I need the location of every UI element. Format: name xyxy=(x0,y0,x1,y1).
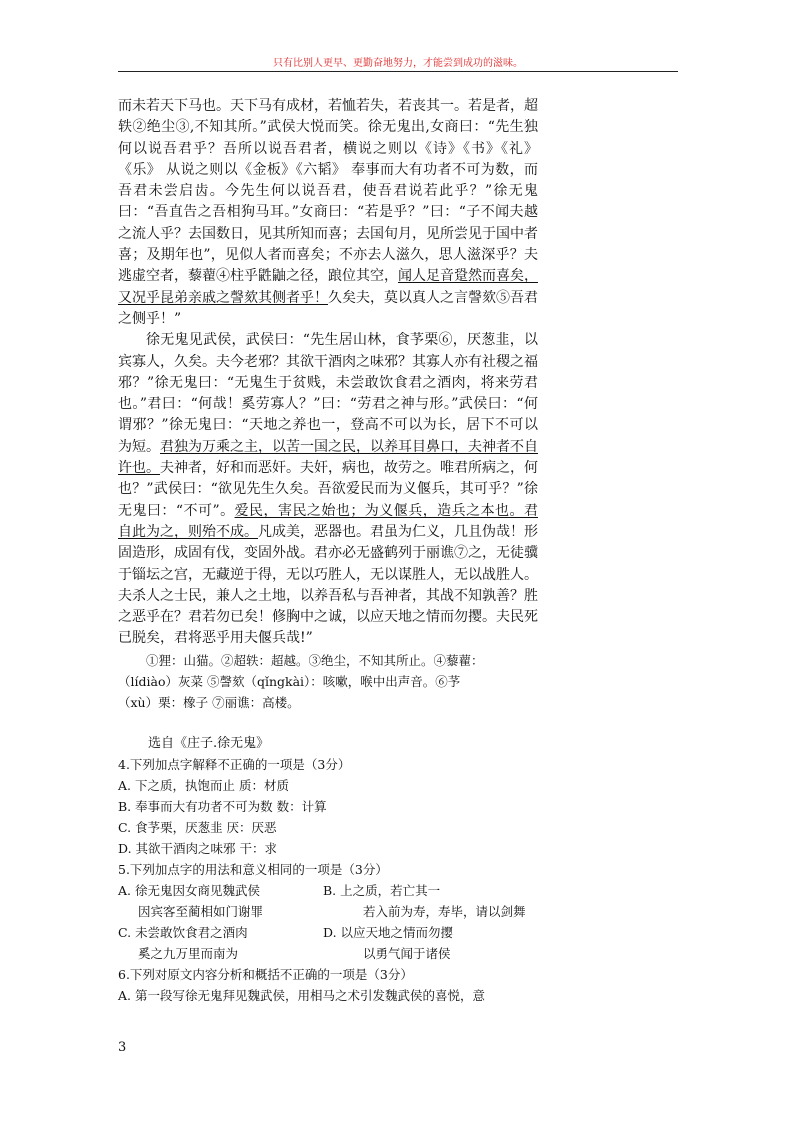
question-4-option-a: A. 下之质，执饱而止 质：材质 xyxy=(118,778,289,794)
question-5-row xyxy=(118,922,538,943)
note-line: （xù）栗：橡子 ⑦丽谯：高楼。 xyxy=(118,694,300,710)
question-5-row xyxy=(118,901,538,922)
question-4-option-d: D. 其欲干酒肉之味邪 干：求 xyxy=(118,841,277,857)
passage-text: 夫神者，好和而恶奸。夫奸，病也，故劳之。唯君所病之，何也？”武侯曰：“欲见先生久矣。吾欲爱民而为义偃兵，其可乎？”徐无鬼曰：“不可”。 xyxy=(118,460,538,519)
document-body xyxy=(118,96,538,1006)
passage-text: 久矣夫，莫以真人之言謦欬⑤吾君之侧乎！” xyxy=(118,289,538,327)
annotation-notes xyxy=(118,650,538,713)
question-4-stem: 4.下列加点字解释不正确的一项是（3分） xyxy=(118,757,351,773)
underlined-sentence: 闻人足音跫然而喜矣，又况乎昆弟亲戚之謦欬其侧者乎！ xyxy=(118,268,538,306)
question-5-option-c: C. 未尝敢饮食君之酒肉 xyxy=(118,925,248,941)
question-5-option-d-pair: 以勇气闻于诸侯 xyxy=(363,946,451,962)
question-5-option-c-pair: 奚之九万里而南为 xyxy=(138,946,239,962)
question-5-row xyxy=(118,880,538,901)
question-5-option-b-pair: 若入前为寿，寿毕，请以剑舞 xyxy=(363,904,526,920)
note-line: ①狸：山猫。②超轶：超越。③绝尘，不知其所止。④藜藋： xyxy=(146,652,484,668)
question-5-option-b: B. 上之质，若亡其一 xyxy=(323,883,441,899)
question-5-stem: 5.下列加点字的用法和意义相同的一项是（3分） xyxy=(118,862,388,878)
question-5-option-a-pair: 因宾客至蔺相如门谢罪 xyxy=(138,904,264,920)
passage-paragraph-1 xyxy=(118,96,538,330)
underlined-sentence: 爱民，害民之始也；为义偃兵，造兵之本也。君自此为之，则殆不成。 xyxy=(118,502,538,540)
underlined-sentence: 君独为万乘之主，以苦一国之民，以养耳目鼻口，夫神者不自许也。 xyxy=(118,438,538,477)
question-5-option-d: D. 以应天地之情而勿撄 xyxy=(323,925,454,941)
question-4-option-c: C. 食芧栗，厌葱韭 厌：厌恶 xyxy=(118,820,277,836)
passage-text: 而未若天下马也。天下马有成材，若恤若失，若丧其一。若是者，超轶②绝尘③,不知其所。”武侯大悦而笑。徐无鬼出,女商曰：“先生独何以说吾君乎？吾所以说吾君者，横说之则以《诗》《书》《礼》《乐》 从说之则以《金板》《六韬》 奉事而大有功者不可为数，而吾君未尝启齿。今先生何以说吾君，使吾君说若此乎？”徐无鬼曰：“吾直告之吾相狗马耳。”女商曰：“若是乎？”曰：“子不闻夫越之流人乎？去国数日，见其所知而喜；去国旬月，见所尝见于国中者喜；及期年也”，见似人者而喜矣；不亦去人滋久，思人滋深乎？夫逃虚空者，藜藋④柱乎鼪鼬之径，踉位其空， xyxy=(118,98,538,285)
question-5-option-a: A. 徐无鬼因女商见魏武侯 xyxy=(118,883,260,899)
page-number: 3 xyxy=(118,1040,127,1055)
question-6-option-a: A. 第一段写徐无鬼拜见魏武侯，用相马之术引发魏武侯的喜悦，意 xyxy=(118,988,485,1004)
passage-paragraph-2 xyxy=(118,330,538,649)
source-citation: 选自《庄子.徐无鬼》 xyxy=(148,735,270,751)
passage-text: 徐无鬼见武侯，武侯曰：“先生居山林，食芧栗⑥，厌葱韭，以宾寡人，久矣。夫今老邪？其欲干酒肉之味邪？其寡人亦有社稷之福邪？”徐无鬼曰：“无鬼生于贫贱，未尝敢饮食君之酒肉，将来劳君也。”君曰：“何哉！奚劳寡人？”曰：“劳君之神与形。”武侯曰：“何谓邪？”徐无鬼曰：“天地之养也一，登高不可以为长，居下不可以为短。 xyxy=(118,332,538,455)
question-4-option-b: B. 奉事而大有功者不可为数 数：计算 xyxy=(118,799,327,815)
header-slogan: 只有比别人更早、更勤奋地努力，才能尝到成功的滋味。 xyxy=(273,58,523,69)
question-6-stem: 6.下列对原文内容分析和概括不正确的一项是（3分） xyxy=(118,967,413,983)
header-divider xyxy=(118,71,678,72)
question-5-row xyxy=(118,943,538,964)
note-line: （lídiào）灰菜 ⑤謦欬（qǐngkài）：咳嗽，喉中出声音。⑥芧 xyxy=(118,673,461,689)
passage-text: 凡成美，恶器也。君虽为仁义，几且伪哉！形固造形，成固有伐，变固外战。君亦必无盛鹤列于丽谯⑦之，无徒骥于锱坛之宫，无藏逆于得，无以巧胜人，无以谋胜人，无以战胜人。夫杀人之士民，兼人之土地，以养吾私与吾神者，其战不知孰善？胜之恶乎在？君若勿已矣！修胸中之诚，以应天地之情而勿撄。夫民死已脱矣，君将恶乎用夫偃兵哉!” xyxy=(118,523,538,647)
